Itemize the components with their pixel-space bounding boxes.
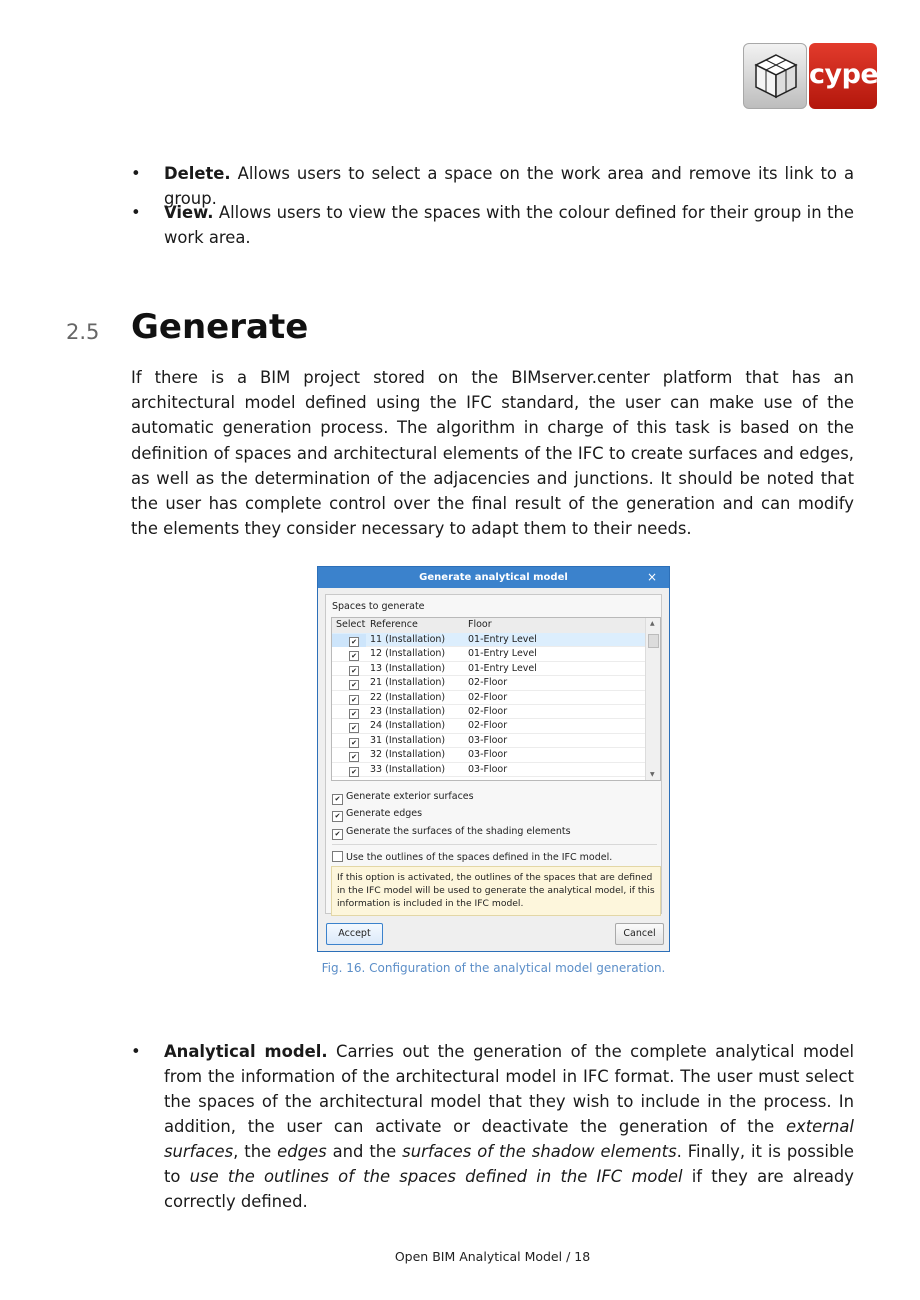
table-scrollbar[interactable] [645,618,660,780]
bullet-term: Analytical model. [164,1042,328,1061]
select-checkbox[interactable]: ✔ [349,680,359,690]
row-floor: 02-Floor [468,691,508,703]
bullet-text: and the [326,1142,403,1161]
row-reference: 23 (Installation) [370,705,446,717]
row-floor: 03-Floor [468,734,508,746]
row-reference: 13 (Installation) [370,662,446,674]
column-floor[interactable]: Floor [468,619,492,630]
scroll-thumb[interactable] [648,634,659,648]
info-note: If this option is activated, the outlines of the spaces that are defined in the IFC model will be used to generate the analytical model, if this information is included in the IFC model. [331,866,661,916]
bullet-dot: • [131,164,141,183]
bullet-text: if they are already correctly defined. [164,1167,854,1211]
cype-logo [743,43,877,110]
column-select[interactable]: Select [336,619,366,630]
section-title: Generate [131,307,309,347]
page-footer: Open BIM Analytical Model / 18 [394,1249,591,1264]
row-floor: 02-Floor [468,720,508,732]
row-floor: 03-Floor [468,763,508,775]
dialog-title-bar [318,567,669,588]
scroll-down-icon[interactable]: ▼ [650,771,655,778]
option-shading-surfaces[interactable] [332,826,571,840]
dialog-panel [325,594,662,914]
row-reference: 12 (Installation) [370,648,446,660]
table-row[interactable] [332,734,648,748]
table-rows [332,633,648,777]
row-floor: 01-Entry Level [468,662,537,674]
option-use-outlines[interactable] [332,851,612,863]
emphasis-text: use the outlines of the spaces defined in the IFC model [189,1167,683,1186]
table-row[interactable] [332,633,648,647]
bullet-term: Delete. [164,164,231,183]
close-icon[interactable]: × [646,570,657,584]
bullet-text: Allows users to view the spaces with the colour defined for their group in the work area. [164,203,854,247]
row-floor: 03-Floor [468,749,508,761]
option-label: Use the outlines of the spaces defined in the IFC model. [346,852,613,863]
bullet-term: View. [164,203,214,222]
select-checkbox[interactable]: ✔ [349,767,359,777]
column-reference[interactable]: Reference [370,619,418,630]
table-row[interactable] [332,691,648,705]
emphasis-text: surfaces of the shadow elements [402,1142,677,1161]
option-label: Generate exterior surfaces [346,791,474,802]
table-row[interactable] [332,647,648,661]
bullet-dot: • [131,203,141,222]
row-floor: 02-Floor [468,677,508,689]
accept-button[interactable]: Accept [326,923,383,945]
cype-brand-logo: cype [809,43,877,109]
select-checkbox[interactable]: ✔ [349,752,359,762]
option-edges[interactable] [332,808,422,822]
option-label: Generate the surfaces of the shading elements [346,826,571,837]
row-reference: 32 (Installation) [370,749,446,761]
scroll-up-icon[interactable]: ▲ [650,620,655,627]
cancel-button[interactable]: Cancel [615,923,664,945]
row-floor: 01-Entry Level [468,648,537,660]
option-exterior-surfaces[interactable] [332,791,474,805]
spaces-table [331,617,661,781]
table-row[interactable] [332,662,648,676]
bullet-text: . Finally, it is possible to [164,1142,855,1186]
row-reference: 22 (Installation) [370,691,446,703]
bullet-view [131,200,854,250]
row-reference: 31 (Installation) [370,734,446,746]
select-checkbox[interactable]: ✔ [349,738,359,748]
bullet-text: Carries out the generation of the complete analytical model from the information of the architectural model in IFC format. The user must select the spaces of the architectural model that they wish to include in the process. In addition, the user can activate or deactivate the generation of the [164,1042,854,1136]
row-reference: 24 (Installation) [370,720,446,732]
row-reference: 11 (Installation) [370,634,446,645]
select-checkbox[interactable]: ✔ [349,709,359,719]
spaces-group-label: Spaces to generate [332,601,425,612]
checkbox-unchecked-icon[interactable] [332,851,343,862]
checkbox-checked-icon[interactable]: ✔ [332,829,343,840]
bullet-analytical-model [131,1039,854,1214]
select-checkbox[interactable]: ✔ [349,695,359,705]
bullet-dot: • [131,1042,141,1061]
row-floor: 02-Floor [468,705,508,717]
option-label: Generate edges [346,808,423,819]
row-floor: 01-Entry Level [468,634,537,645]
row-reference: 21 (Installation) [370,677,446,689]
section-number: 2.5 [66,320,100,344]
select-checkbox[interactable]: ✔ [349,651,359,661]
divider [332,844,657,845]
section-paragraph: If there is a BIM project stored on the BIMserver.center platform that has an architectural model defined using the IFC standard, the user can make use of the automatic generation process. The algorithm in charge of this task is based on the definition of spaces and architectural elements of the IFC to create surfaces and edges, as well as the determination of the adjacencies and junctions. It should be noted that the user has complete control over the final result of the generation and can modify the elements they consider necessary to adapt them to their needs. [131,368,854,539]
emphasis-text: external surfaces [164,1117,854,1161]
table-row[interactable] [332,748,648,762]
checkbox-checked-icon[interactable]: ✔ [332,794,343,805]
select-checkbox[interactable]: ✔ [349,637,359,647]
table-row[interactable] [332,719,648,733]
bullet-text: , the [233,1142,278,1161]
table-row[interactable] [332,763,648,777]
row-reference: 33 (Installation) [370,763,446,775]
generate-analytical-model-dialog [317,566,670,952]
bullet-text: Allows users to select a space on the work area and remove its link to a group. [164,164,854,208]
figure-caption: Fig. 16. Configuration of the analytical model generation. [321,961,666,975]
table-header [332,618,660,634]
emphasis-text: edges [277,1142,327,1161]
select-checkbox[interactable]: ✔ [349,723,359,733]
cube-logo-icon [743,43,807,109]
checkbox-checked-icon[interactable]: ✔ [332,811,343,822]
table-row[interactable] [332,705,648,719]
table-row[interactable] [332,676,648,690]
select-checkbox[interactable]: ✔ [349,666,359,676]
dialog-title: Generate analytical model [419,572,568,583]
